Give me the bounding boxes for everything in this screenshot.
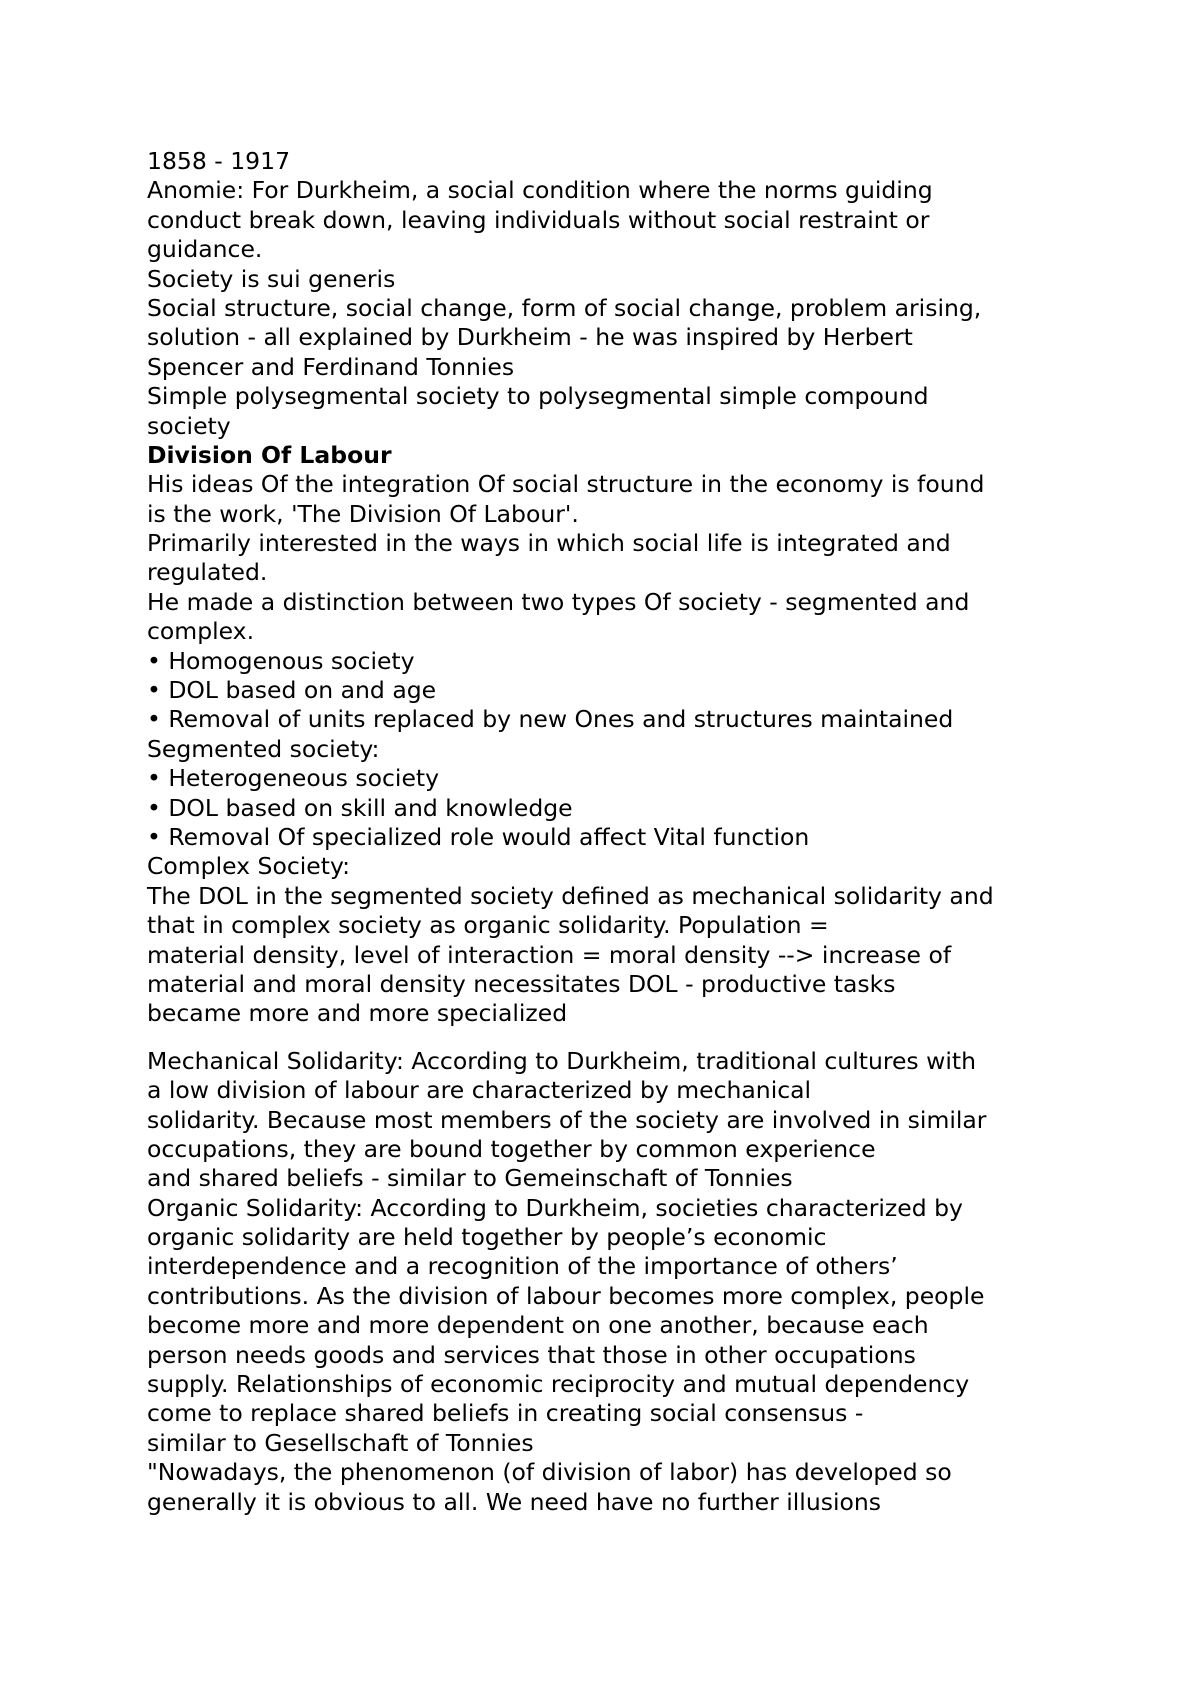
text-line: regulated.: [147, 558, 268, 587]
text-line: Anomie: For Durkheim, a social condition where the norms guiding: [147, 176, 933, 205]
text-line: solution - all explained by Durkheim - he was inspired by Herbert: [147, 323, 913, 352]
text-line: complex.: [147, 617, 255, 646]
text-line: Society is sui generis: [147, 264, 396, 293]
text-line: a low division of labour are characterized by mechanical: [147, 1076, 812, 1105]
text-line: generally it is obvious to all. We need have no further illusions: [147, 1487, 882, 1516]
text-line: "Nowadays, the phenomenon (of division of labor) has developed so: [147, 1458, 952, 1487]
text-line: person needs goods and services that those in other occupations: [147, 1340, 916, 1369]
bullet-item: • Homogenous society: [147, 646, 415, 675]
text-line: organic solidarity are held together by people’s economic: [147, 1223, 827, 1252]
text-line: that in complex society as organic solidarity. Population =: [147, 911, 829, 940]
text-line: is the work, 'The Division Of Labour'.: [147, 499, 579, 528]
text-line: Organic Solidarity: According to Durkheim, societies characterized by: [147, 1193, 963, 1222]
section-heading: Division Of Labour: [147, 440, 392, 469]
text-line: He made a distinction between two types Of society - segmented and: [147, 587, 970, 616]
paragraph-gap: [147, 1029, 1087, 1047]
text-line: solidarity. Because most members of the society are involved in similar: [147, 1105, 987, 1134]
text-line: The DOL in the segmented society defined as mechanical solidarity and: [147, 881, 994, 910]
text-line: material and moral density necessitates DOL - productive tasks: [147, 969, 896, 998]
text-line: interdependence and a recognition of the importance of others’: [147, 1252, 898, 1281]
text-line: similar to Gesellschaft of Tonnies: [147, 1428, 534, 1457]
text-line: come to replace shared beliefs in creating social consensus -: [147, 1399, 864, 1428]
document-body: [147, 147, 1087, 1517]
text-line: 1858 - 1917: [147, 147, 291, 175]
text-line: His ideas Of the integration Of social structure in the economy is found: [147, 470, 985, 499]
bullet-item: • DOL based on skill and knowledge: [147, 793, 573, 822]
text-line: society: [147, 411, 231, 440]
text-line: occupations, they are bound together by common experience: [147, 1134, 876, 1163]
text-line: Social structure, social change, form of social change, problem arising,: [147, 293, 982, 322]
text-line: material density, level of interaction = moral density --> increase of: [147, 940, 952, 969]
text-line: become more and more dependent on one another, because each: [147, 1311, 929, 1340]
text-line: Mechanical Solidarity: According to Durkheim, traditional cultures with: [147, 1046, 977, 1075]
text-line: Spencer and Ferdinand Tonnies: [147, 352, 515, 381]
text-line: guidance.: [147, 235, 263, 264]
text-line: Primarily interested in the ways in which social life is integrated and: [147, 529, 951, 558]
bullet-item: • DOL based on and age: [147, 676, 437, 705]
text-line: contributions. As the division of labour becomes more complex, people: [147, 1281, 985, 1310]
text-line: became more and more specialized: [147, 999, 568, 1028]
text-line: and shared beliefs - similar to Gemeinschaft of Tonnies: [147, 1164, 793, 1193]
bullet-item: • Heterogeneous society: [147, 764, 440, 793]
text-line: conduct break down, leaving individuals without social restraint or: [147, 205, 930, 234]
text-line: Simple polysegmental society to polysegmental simple compound: [147, 382, 929, 411]
text-line: Complex Society:: [147, 852, 351, 881]
bullet-item: • Removal Of specialized role would affect Vital function: [147, 822, 810, 851]
bullet-item: • Removal of units replaced by new Ones and structures maintained: [147, 705, 954, 734]
text-line: Segmented society:: [147, 734, 380, 763]
text-line: supply. Relationships of economic reciprocity and mutual dependency: [147, 1370, 970, 1399]
